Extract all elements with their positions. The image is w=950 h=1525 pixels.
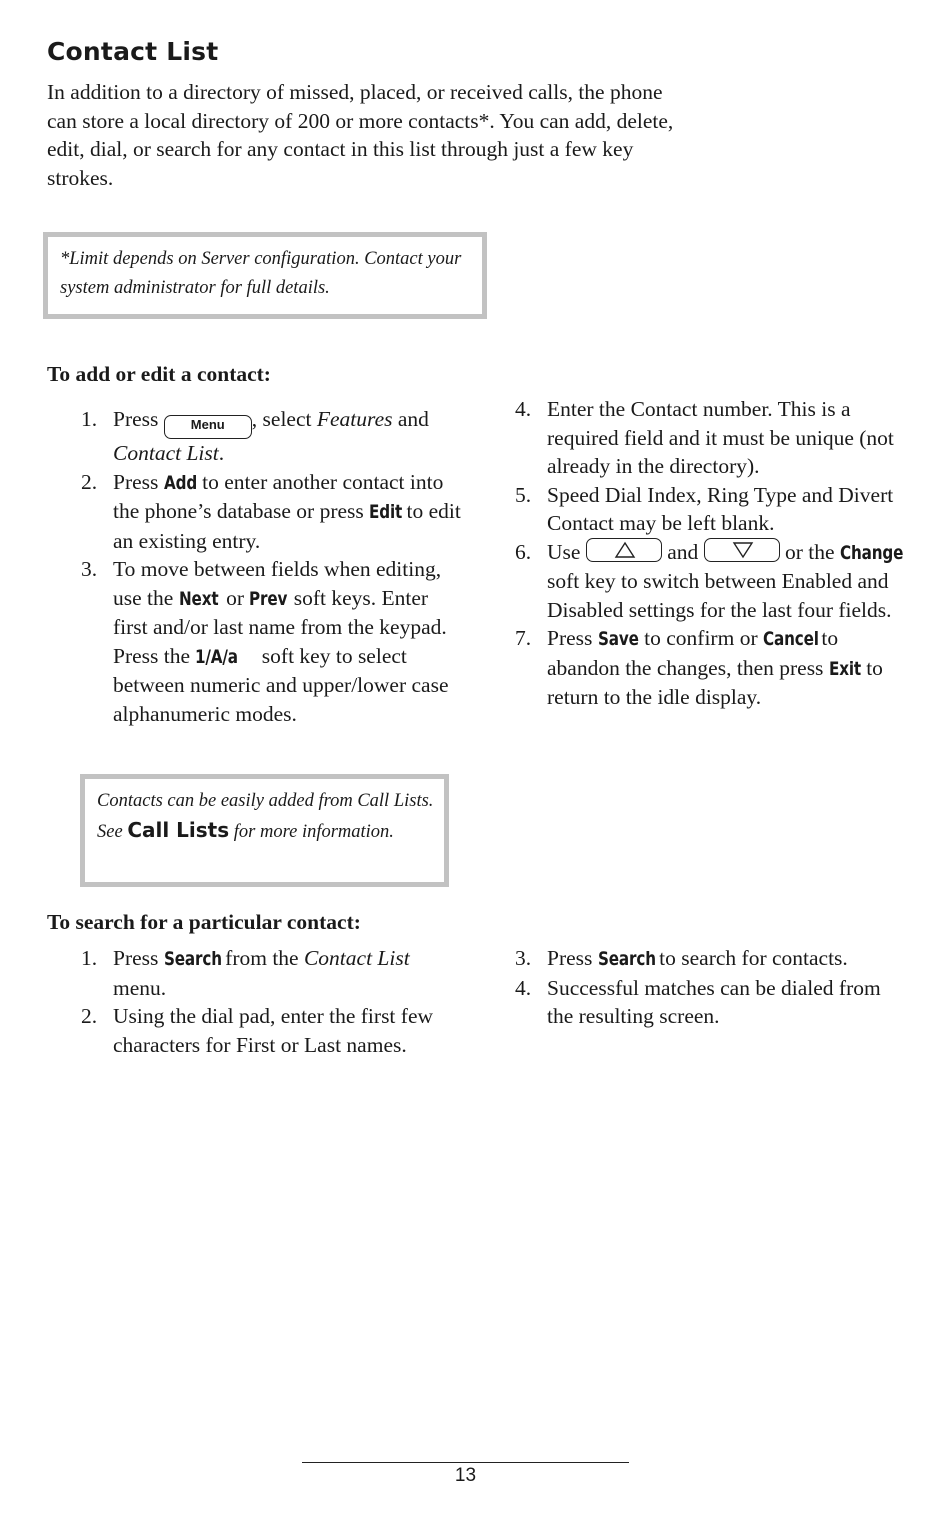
edit-softkey-label: Edit [369, 501, 403, 523]
exit-softkey-label: Exit [828, 657, 861, 680]
page-title: Contact List [47, 37, 219, 66]
add-edit-step-6: 6. Use and or the Change soft key to switch between Enabled and Disabled settings for the last four fields. [515, 539, 904, 622]
call-lists-note-box: Contacts can be easily added from Call Lists. See Call Lists for more information. [80, 774, 449, 887]
add-edit-steps-right [481, 395, 911, 712]
change-softkey-label: Change [839, 541, 904, 564]
search-step-1: 1. Press Search from the Contact List menu. [81, 946, 410, 1000]
menu-key-icon: Menu [164, 415, 252, 439]
add-edit-steps-left [47, 405, 467, 728]
search-steps-left [47, 944, 467, 1059]
add-edit-step-2: 2. Press Add to enter another contact into the phone’s database or press Edit to edit an existing entry. [81, 469, 461, 553]
page-number: 13 [454, 1465, 477, 1486]
search-step-3: 3. Press Search to search for contacts. [481, 944, 911, 974]
search-step-4: 4. Successful matches can be dialed from the resulting screen. [515, 975, 881, 1028]
down-arrow-key-icon [704, 538, 780, 562]
1-a-a-softkey-label: 1/A/a [195, 645, 239, 668]
up-arrow-key-icon [586, 538, 662, 562]
add-edit-step-7: 7. Press Save to confirm or Cancel to abandon the changes, then press Exit to return to the idle display. [515, 626, 883, 709]
search-steps-right [481, 944, 911, 1031]
cancel-softkey-label: Cancel [762, 628, 819, 650]
add-edit-heading: To add or edit a contact: [47, 362, 271, 386]
call-lists-reference: Call Lists [127, 817, 230, 842]
add-edit-step-1: 1. Press Menu , select Features and Contact List. [81, 407, 429, 465]
add-edit-step-3: 3. To move between fields when editing, use the Next or Prev soft keys. Enter first and/or last name from the keypad. Press the 1/A/a soft key to select between numeric and upper/lower case alphanumeric modes. [81, 557, 449, 726]
search-step-2: 2. Using the dial pad, enter the first few characters for First or Last names. [81, 1004, 434, 1057]
next-softkey-label: Next [178, 587, 219, 610]
add-softkey-label: Add [163, 471, 197, 494]
limit-note-box [43, 232, 487, 319]
prev-softkey-label: Prev [249, 587, 288, 610]
save-softkey-label: Save [597, 628, 639, 650]
add-edit-step-4: 4. Enter the Contact number. This is a required field and it must be unique (not already in the directory). [515, 397, 894, 478]
footer-rule [302, 1462, 629, 1463]
limit-note-text: *Limit depends on Server configuration. Contact your system administrator for full details. [60, 249, 462, 298]
search-softkey-label: Search [597, 948, 656, 970]
search-heading: To search for a particular contact: [47, 910, 361, 934]
search-softkey-label: Search [163, 948, 222, 970]
intro-paragraph: In addition to a directory of missed, placed, or received calls, the phone can store a local directory of 200 or more contacts*. You can add, delete, edit, dial, or search for any contact in this list through just a few key strokes. [47, 80, 674, 190]
add-edit-step-5: 5. Speed Dial Index, Ring Type and Divert Contact may be left blank. [515, 482, 894, 535]
